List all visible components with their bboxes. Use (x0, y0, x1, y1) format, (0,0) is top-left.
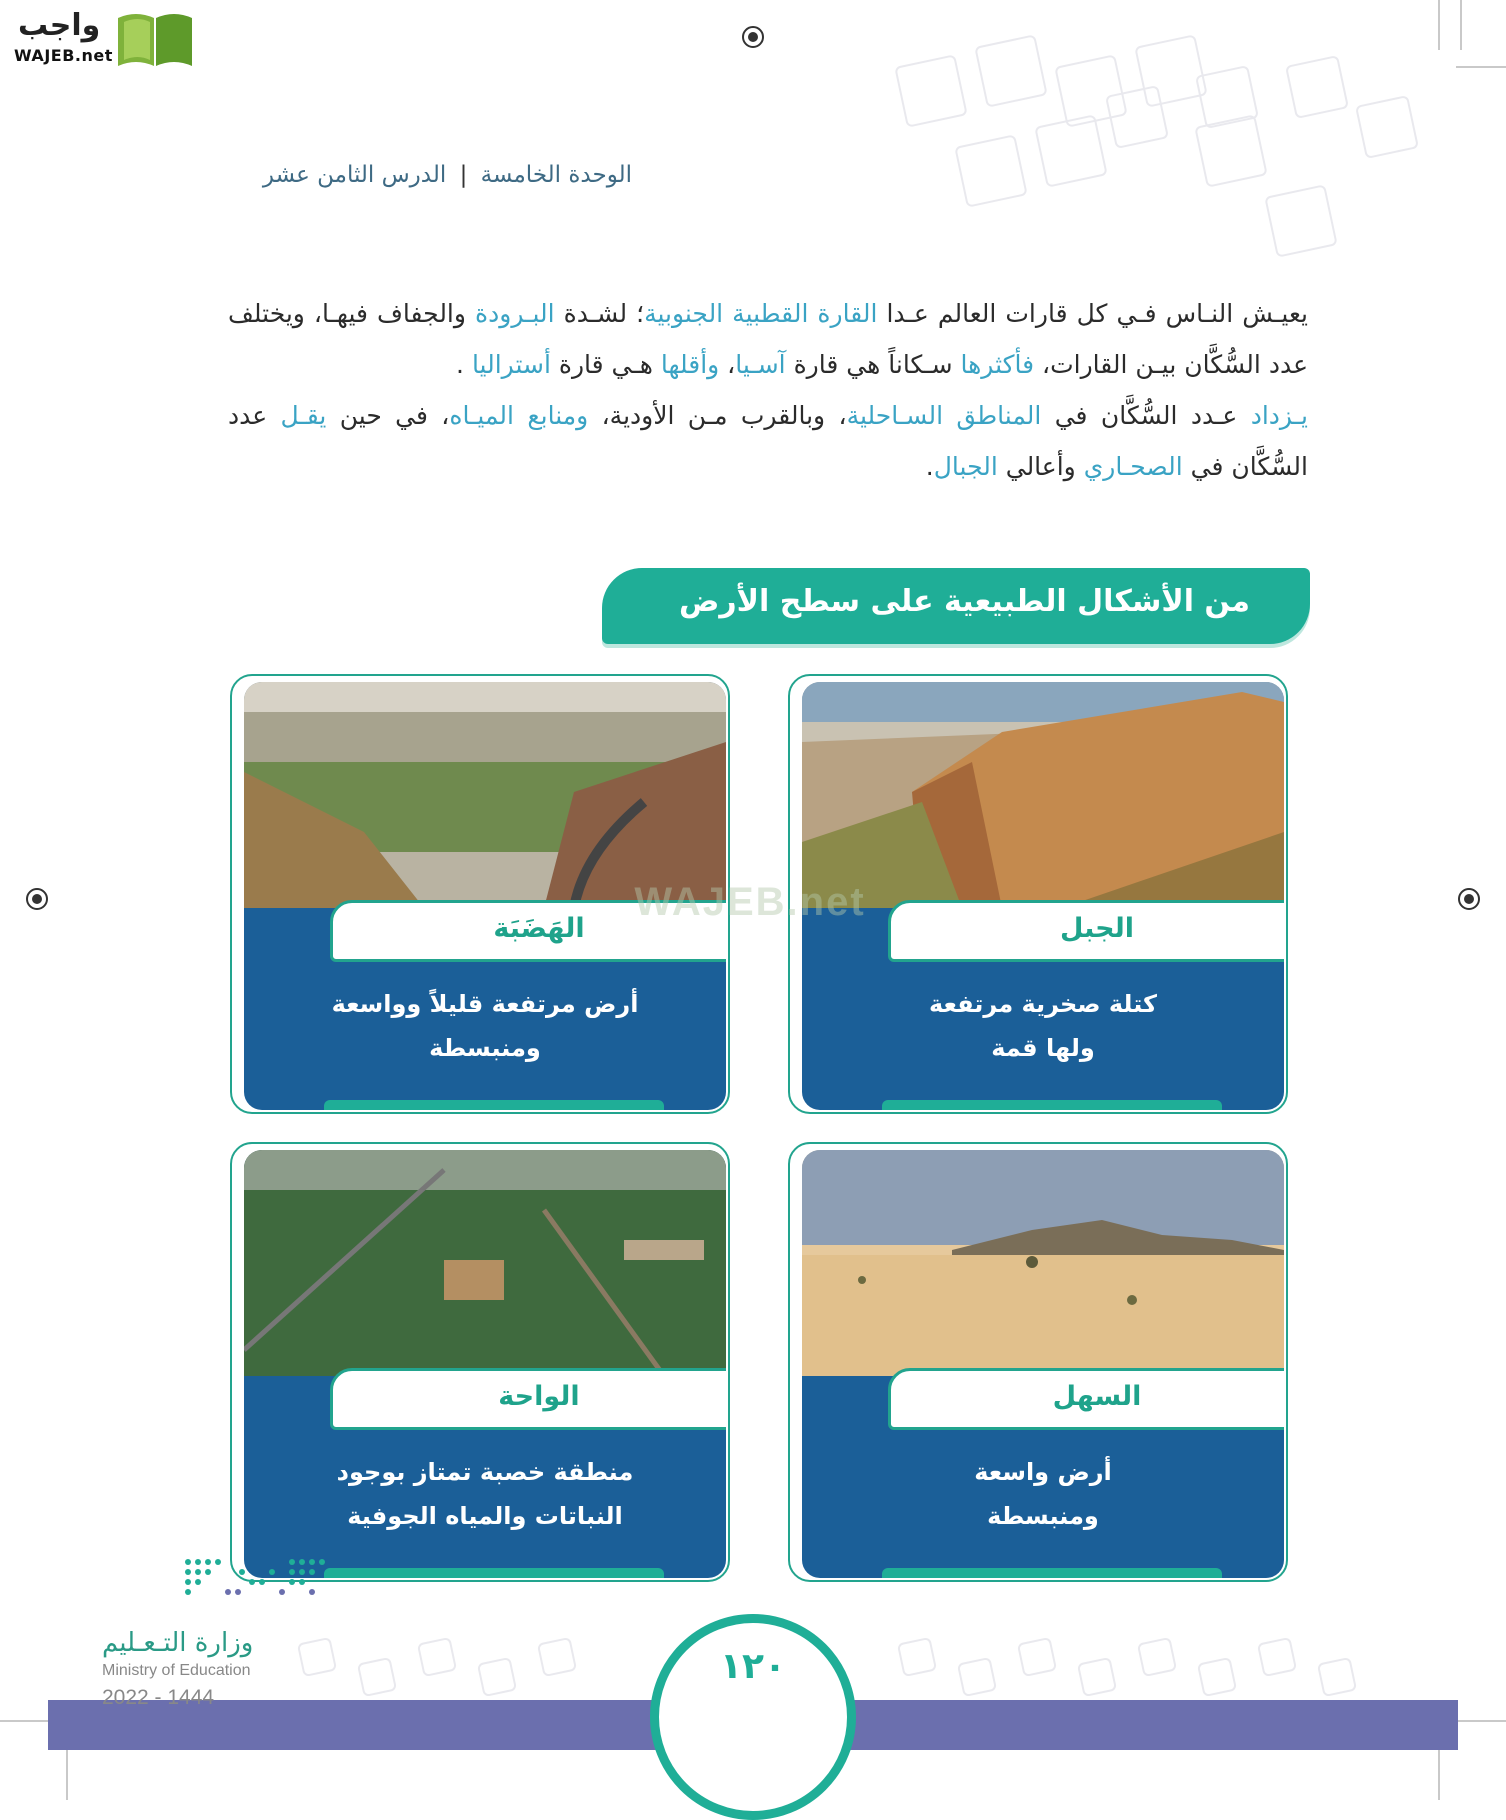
card-title: الجبل (1060, 913, 1134, 944)
breadcrumb-separator: | (459, 162, 468, 188)
mountain-photo (802, 682, 1284, 908)
card-body (802, 1150, 1284, 1578)
registration-mark (26, 888, 48, 910)
card-description: كتلة صخرية مرتفعة ولها قمة (929, 990, 1157, 1062)
ministry-year: 2022 - 1444 (102, 1686, 215, 1709)
plain-photo (802, 1150, 1284, 1376)
card-title-pill (888, 1368, 1284, 1430)
card-accent-bar (324, 1568, 664, 1578)
breadcrumb (263, 162, 632, 188)
card-title-pill (330, 1368, 726, 1430)
unit-label: الوحدة الخامسة (480, 162, 632, 188)
paragraph-distribution: يـزداد عـدد السُّكَّان في المناطق السـاحلية، وبالقرب مـن الأودية، ومنابع الميـاه، في حين يقـل عدد السُّكَّان في الصحـاري وأعالي الجبال. (228, 401, 1309, 481)
page-number-circle (650, 1614, 856, 1820)
wajeb-logo[interactable] (10, 6, 190, 66)
card-accent-bar (882, 1100, 1222, 1110)
card-accent-bar (324, 1100, 664, 1110)
crop-mark (1456, 66, 1506, 68)
crop-mark (1438, 0, 1440, 50)
oasis-photo (244, 1150, 726, 1376)
registration-mark (1458, 888, 1480, 910)
logo-text-en: WAJEB.net (14, 46, 113, 65)
card-title: الهَضَبَة (493, 913, 585, 944)
card-description: أرض واسعة ومنبسطة (974, 1458, 1112, 1530)
crop-mark (1460, 0, 1462, 50)
ministry-name-en: Ministry of Education (102, 1662, 251, 1679)
section-header (602, 568, 1310, 644)
logo-text-ar: واجب (18, 8, 101, 43)
card-oasis (244, 1150, 744, 1590)
vision-2030-dots-icon (182, 1556, 352, 1616)
book-icon (114, 10, 196, 68)
paragraph-population: يعيـش النـاس فـي كل قارات العالم عـدا القارة القطبية الجنوبية؛ لشـدة البـرودة والجفاف فيهـا، ويختلف عدد السُّكَّان بيـن القارات، فأكثرها سـكاناً هي قارة آسـيا، وأقلها هـي قارة أستراليا . (228, 299, 1308, 379)
ministry-name-ar: وزارة التـعـليم (102, 1628, 254, 1658)
card-description: منطقة خصبة تمتاز بوجود النباتات والمياه الجوفية (336, 1458, 634, 1530)
section-title: من الأشكال الطبيعية على سطح الأرض (679, 584, 1250, 619)
lesson-label: الدرس الثامن عشر (262, 162, 447, 188)
card-plain (802, 1150, 1302, 1590)
card-title: الواحة (498, 1381, 580, 1412)
registration-mark (742, 26, 764, 48)
card-title: السهل (1052, 1381, 1142, 1412)
watermark: WAJEB.net (634, 880, 866, 924)
page-number: ١٢٠ (720, 1646, 786, 1687)
crop-mark (1458, 1720, 1506, 1722)
intro-text (228, 288, 1308, 492)
plateau-photo (244, 682, 726, 908)
card-description: أرض مرتفعة قليلاً وواسعة ومنبسطة (331, 990, 639, 1062)
card-body (244, 1150, 726, 1578)
card-accent-bar (882, 1568, 1222, 1578)
crop-mark (0, 1720, 48, 1722)
